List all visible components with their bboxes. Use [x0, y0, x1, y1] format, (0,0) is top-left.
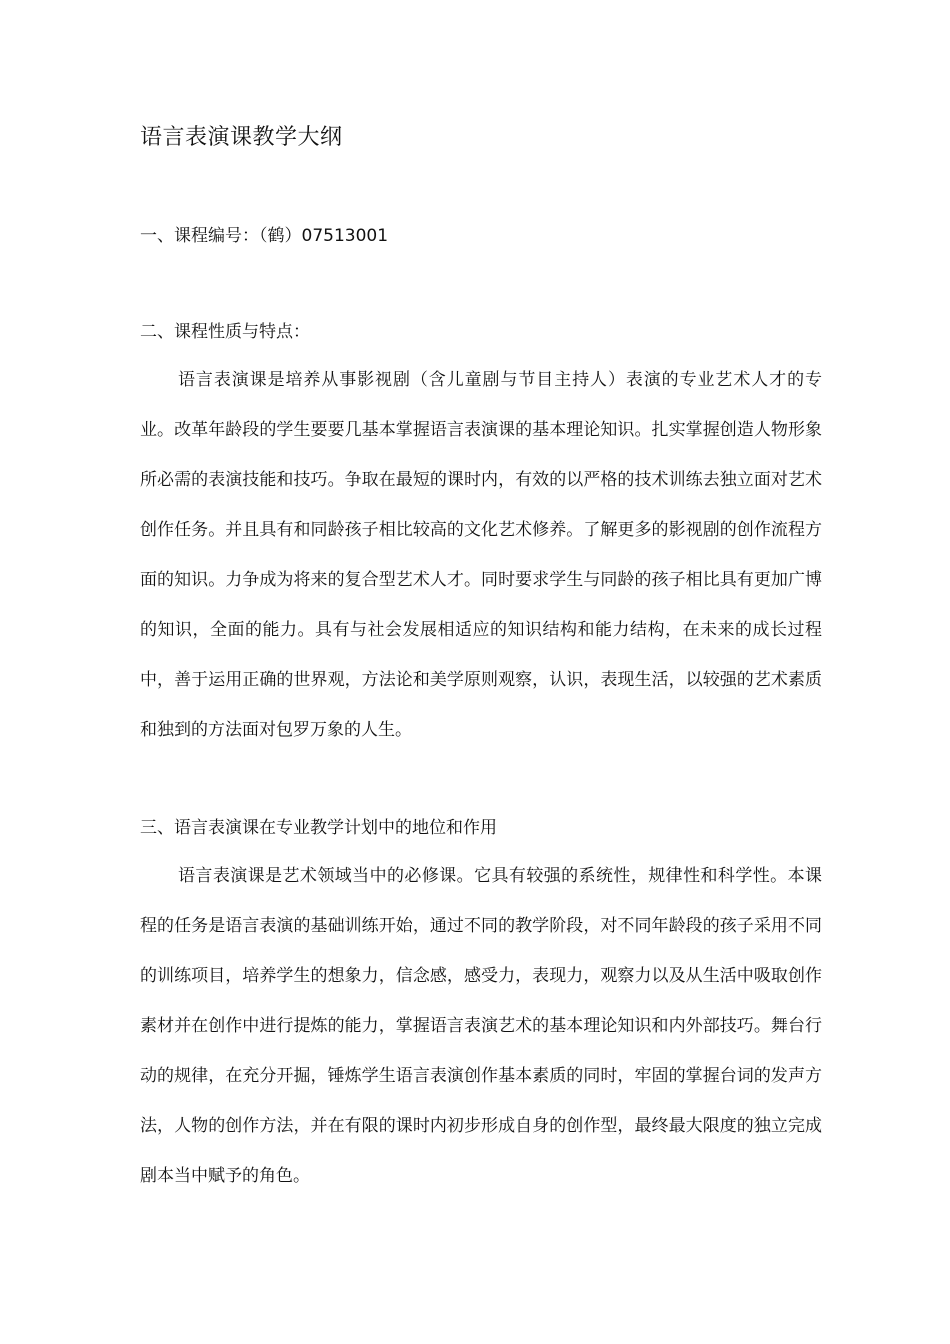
section-2-paragraph: 语言表演课是培养从事影视剧（含儿童剧与节目主持人）表演的专业艺术人才的专业。改革年龄段的学生要要几基本掌握语言表演课的基本理论知识。扎实掌握创造人物形象所必需的表演技能和技巧。争取在最短的课时内，有效的以严格的技术训练去独立面对艺术创作任务。并且具有和同龄孩子相比较高的文化艺术修养。了解更多的影视剧的创作流程方面的知识。力争成为将来的复合型艺术人才。同时要求学生与同龄的孩子相比具有更加广博的知识，全面的能力。具有与社会发展相适应的知识结构和能力结构，在未来的成长过程中，善于运用正确的世界观，方法论和美学原则观察，认识，表现生活，以较强的艺术素质和独到的方法面对包罗万象的人生。: [140, 370, 822, 740]
section-3-heading: 三、语言表演课在专业教学计划中的地位和作用: [140, 818, 497, 838]
document-title: 语言表演课教学大纲: [140, 125, 343, 150]
section-1-heading: 一、课程编号：（鹤）07513001: [140, 226, 389, 246]
section-2-heading: 二、课程性质与特点：: [140, 322, 310, 342]
section-3-paragraph: 语言表演课是艺术领域当中的必修课。它具有较强的系统性，规律性和科学性。本课程的任务是语言表演的基础训练开始，通过不同的教学阶段，对不同年龄段的孩子采用不同的训练项目，培养学生的想象力，信念感，感受力，表现力，观察力以及从生活中吸取创作素材并在创作中进行提炼的能力，掌握语言表演艺术的基本理论知识和内外部技巧。舞台行动的规律，在充分开掘，锤炼学生语言表演创作基本素质的同时，牢固的掌握台词的发声方法，人物的创作方法，并在有限的课时内初步形成自身的创作型，最终最大限度的独立完成剧本当中赋予的角色。: [140, 866, 822, 1186]
